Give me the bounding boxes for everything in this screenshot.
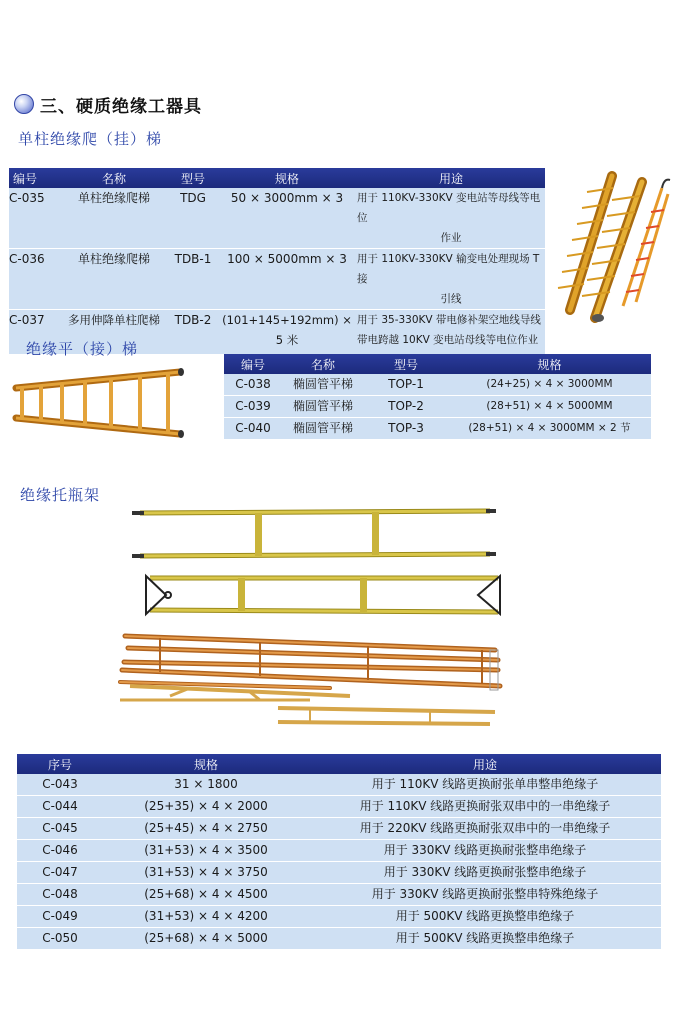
table-header <box>9 168 545 188</box>
header-spec: 规格 <box>103 754 309 774</box>
row-name: 单柱绝缘爬梯 <box>77 191 150 205</box>
row-spec: (101+145+192mm) × 5 米 <box>217 310 357 355</box>
row-model: TOP-3 <box>364 418 448 440</box>
row-use: 用于 110KV 线路更换耐张单串整串绝缘子 <box>371 777 599 791</box>
row-spec: (31+53) × 4 × 4200 <box>103 906 309 928</box>
row-code: C-036 <box>9 249 59 310</box>
table-header <box>224 354 651 374</box>
header-name: 名称 <box>282 354 364 374</box>
row-code: C-040 <box>224 418 282 440</box>
header-name: 名称 <box>59 168 169 188</box>
row-spec: 100 × 5000mm × 3 <box>217 249 357 310</box>
row-name: 椭圆管平梯 <box>282 396 364 418</box>
header-code: 序号 <box>17 754 103 774</box>
row-use <box>357 310 545 355</box>
row-name: 多用伸降单柱爬梯 <box>59 310 169 355</box>
table-row <box>17 774 661 796</box>
header-model: 型号 <box>364 354 448 374</box>
row-use: 用于 330KV 线路更换耐张整串特殊绝缘子 <box>309 884 661 906</box>
header-code: 编号 <box>224 354 282 374</box>
table-row <box>9 188 545 249</box>
single-column-ladder-image <box>550 168 690 328</box>
row-spec: (25+45) × 4 × 2750 <box>103 818 309 840</box>
table-row <box>17 928 661 950</box>
row-name: 椭圆管平梯 <box>282 418 364 440</box>
section-title <box>14 92 202 116</box>
row-use: 用于 500KV 线路更换整串绝缘子 <box>309 928 661 950</box>
row-code: C-039 <box>224 396 282 418</box>
table-row <box>17 796 661 818</box>
table-row <box>9 249 545 310</box>
circle-bullet-icon <box>14 94 34 114</box>
flat-ladder-image <box>10 366 190 446</box>
row-model: TOP-2 <box>364 396 448 418</box>
row-use: 用于 500KV 线路更换整串绝缘子 <box>309 906 661 928</box>
single-column-table <box>9 168 545 354</box>
single-column-title: 单柱绝缘爬（挂）梯 <box>18 130 163 148</box>
table-header <box>17 754 661 774</box>
row-use-line1: 用于 110KV-330KV 输变电处理现场 T 接 <box>357 253 540 285</box>
header-spec: 规格 <box>448 354 651 374</box>
row-code: C-044 <box>17 796 103 818</box>
row-code: C-050 <box>17 928 103 950</box>
row-use: 用于 330KV 线路更换耐张整串绝缘子 <box>309 840 661 862</box>
row-spec: (25+35) × 4 × 2000 <box>103 796 309 818</box>
row-spec: (28+51) × 4 × 5000MM <box>448 396 651 418</box>
row-spec: 31 × 1800 <box>174 777 238 791</box>
row-use-line2: 引线 <box>440 293 462 305</box>
row-model: TDB-2 <box>169 310 217 355</box>
flat-ladder-table <box>224 354 651 439</box>
row-spec: (31+53) × 4 × 3500 <box>103 840 309 862</box>
row-spec: (28+51) × 4 × 3000MM × 2 节 <box>448 418 651 440</box>
row-spec: (25+68) × 4 × 4500 <box>103 884 309 906</box>
row-use-line2: 作业 <box>440 232 462 244</box>
header-use: 用途 <box>357 168 545 188</box>
row-use <box>357 249 545 310</box>
table-row <box>17 840 661 862</box>
row-use-line2: 带电跨越 10KV 变电站母线等电位作业 <box>357 334 539 346</box>
row-code: C-046 <box>17 840 103 862</box>
bottle-frame-title: 绝缘托瓶架 <box>20 486 101 504</box>
table-row <box>17 906 661 928</box>
table-row <box>224 396 651 418</box>
row-code: C-049 <box>17 906 103 928</box>
table-row <box>17 862 661 884</box>
row-name: 椭圆管平梯 <box>292 377 353 391</box>
row-model: TDG <box>180 191 206 205</box>
row-code: C-045 <box>17 818 103 840</box>
row-code: C-043 <box>42 777 78 791</box>
row-spec: 50 × 3000mm × 3 <box>230 191 344 205</box>
table-row <box>17 818 661 840</box>
table-row <box>224 418 651 440</box>
bottle-frame-image <box>110 500 520 740</box>
row-use <box>357 188 545 249</box>
row-code: C-048 <box>17 884 103 906</box>
row-use-line1: 用于 35-330KV 带电修补架空地线导线 <box>357 314 541 326</box>
row-use: 用于 110KV 线路更换耐张双串中的一串绝缘子 <box>309 796 661 818</box>
header-code: 编号 <box>9 168 59 188</box>
row-spec: (24+25) × 4 × 3000MM <box>486 378 613 390</box>
row-spec: (25+68) × 4 × 5000 <box>103 928 309 950</box>
row-code: C-038 <box>235 377 271 391</box>
header-model: 型号 <box>169 168 217 188</box>
row-use: 用于 330KV 线路更换耐张整串绝缘子 <box>309 862 661 884</box>
row-code: C-037 <box>9 310 59 355</box>
flat-ladder-title: 绝缘平（接）梯 <box>26 340 139 358</box>
row-code: C-035 <box>9 191 45 205</box>
table-row <box>17 884 661 906</box>
row-code: C-047 <box>17 862 103 884</box>
bottle-frame-table <box>17 754 661 949</box>
row-model: TDB-1 <box>169 249 217 310</box>
row-model: TOP-1 <box>388 377 424 391</box>
header-spec: 规格 <box>217 168 357 188</box>
row-spec: (31+53) × 4 × 3750 <box>103 862 309 884</box>
row-name: 单柱绝缘爬梯 <box>59 249 169 310</box>
row-use-line1: 用于 110KV-330KV 变电站等母线等电位 <box>357 192 541 224</box>
header-use: 用途 <box>309 754 661 774</box>
row-use: 用于 220KV 线路更换耐张双串中的一串绝缘子 <box>309 818 661 840</box>
table-row <box>224 374 651 396</box>
section-title-text: 三、硬质绝缘工器具 <box>40 96 202 117</box>
